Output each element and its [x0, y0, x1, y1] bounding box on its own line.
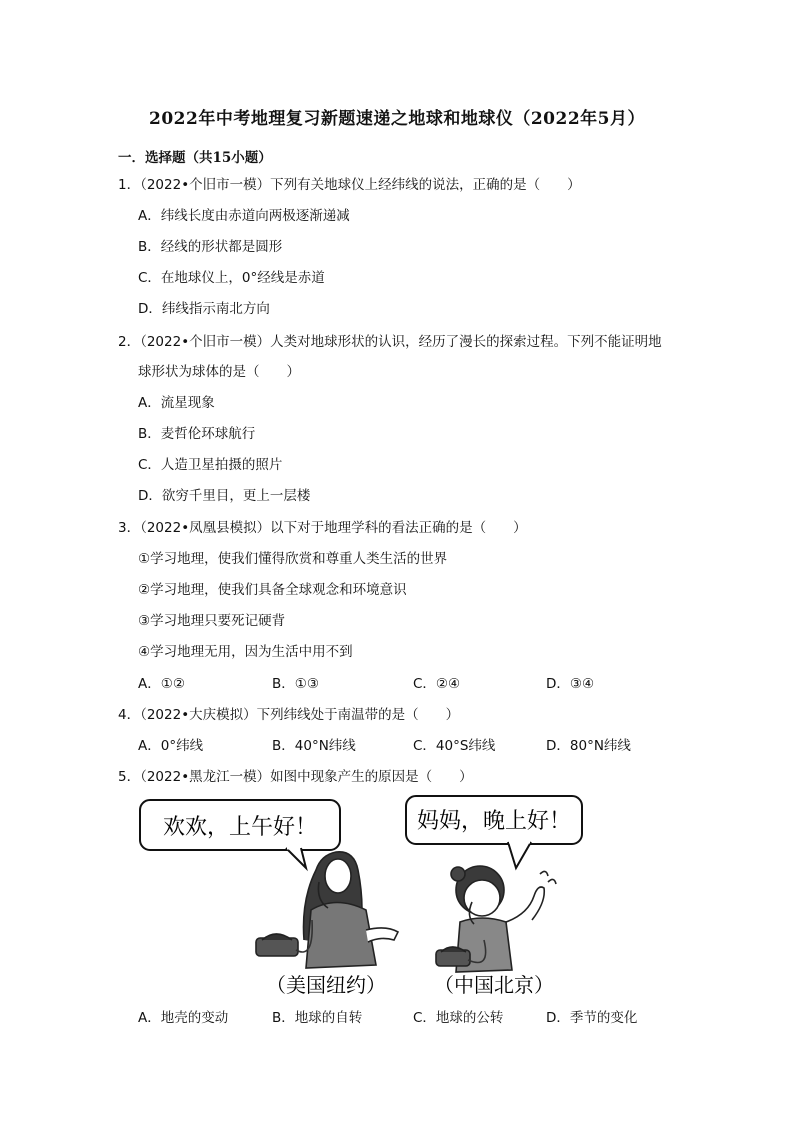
question-3-item-4: ④学习地理无用，因为生活中用不到	[138, 644, 353, 660]
question-3-item-1: ①学习地理，使我们懂得欣赏和尊重人类生活的世界	[138, 551, 448, 567]
question-4-option-c: C．40°S纬线	[413, 738, 496, 754]
question-3-option-c: C．②④	[413, 676, 461, 692]
right-caption: （中国北京）	[434, 973, 554, 997]
question-2-option-d: D．欲穷千里目，更上一层楼	[138, 488, 311, 504]
question-1-stem: 1．（2022•个旧市一模）下列有关地球仪上经纬线的说法，正确的是（ ）	[118, 177, 581, 193]
left-bubble-text: 欢欢，上午好！	[162, 815, 318, 840]
document-title: 2022年中考地理复习新题速递之地球和地球仪（2022年5月）	[149, 109, 645, 129]
question-3-option-d: D．③④	[546, 676, 595, 692]
question-4-option-d: D．80°N纬线	[546, 738, 631, 754]
question-1-option-c: C．在地球仪上，0°经线是赤道	[138, 270, 325, 286]
section-heading: 一．选择题（共15小题）	[118, 150, 272, 166]
left-caption: （美国纽约）	[266, 973, 386, 997]
question-3-option-a: A．①②	[138, 676, 185, 692]
question-3-option-b: B．①③	[272, 676, 319, 692]
question-2-option-c: C．人造卫星拍摄的照片	[138, 457, 283, 473]
question-3-stem: 3．（2022•凤凰县模拟）以下对于地理学科的看法正确的是（ ）	[118, 520, 527, 536]
question-4-option-b: B．40°N纬线	[272, 738, 356, 754]
girl-on-phone-icon	[436, 866, 556, 972]
question-2-option-b: B．麦哲伦环球航行	[138, 426, 256, 442]
question-2-stem-continued: 球形状为球体的是（ ）	[138, 364, 300, 380]
woman-on-phone-icon	[256, 852, 398, 968]
right-speech-bubble	[406, 796, 582, 868]
question-5-option-b: B．地球的自转	[272, 1010, 363, 1026]
right-bubble-text: 妈妈，晚上好！	[416, 809, 572, 834]
phone-call-illustration	[136, 790, 596, 1002]
question-5-stem: 5．（2022•黑龙江一模）如图中现象产生的原因是（ ）	[118, 769, 473, 785]
question-1-option-d: D．纬线指示南北方向	[138, 301, 270, 317]
question-4-stem: 4．（2022•大庆模拟）下列纬线处于南温带的是（ ）	[118, 707, 460, 723]
left-speech-bubble	[140, 800, 340, 868]
question-2-stem: 2．（2022•个旧市一模）人类对地球形状的认识，经历了漫长的探索过程。下列不能证明地	[118, 334, 662, 350]
question-3-item-3: ③学习地理只要死记硬背	[138, 613, 286, 629]
question-3-item-2: ②学习地理，使我们具备全球观念和环境意识	[138, 582, 407, 598]
question-1-option-b: B．经线的形状都是圆形	[138, 239, 283, 255]
question-1-option-a: A．纬线长度由赤道向两极逐渐递减	[138, 208, 350, 224]
question-5-option-a: A．地壳的变动	[138, 1010, 229, 1026]
question-4-option-a: A．0°纬线	[138, 738, 204, 754]
question-5-option-c: C．地球的公转	[413, 1010, 504, 1026]
question-2-option-a: A．流星现象	[138, 395, 215, 411]
question-5-option-d: D．季节的变化	[546, 1010, 638, 1026]
